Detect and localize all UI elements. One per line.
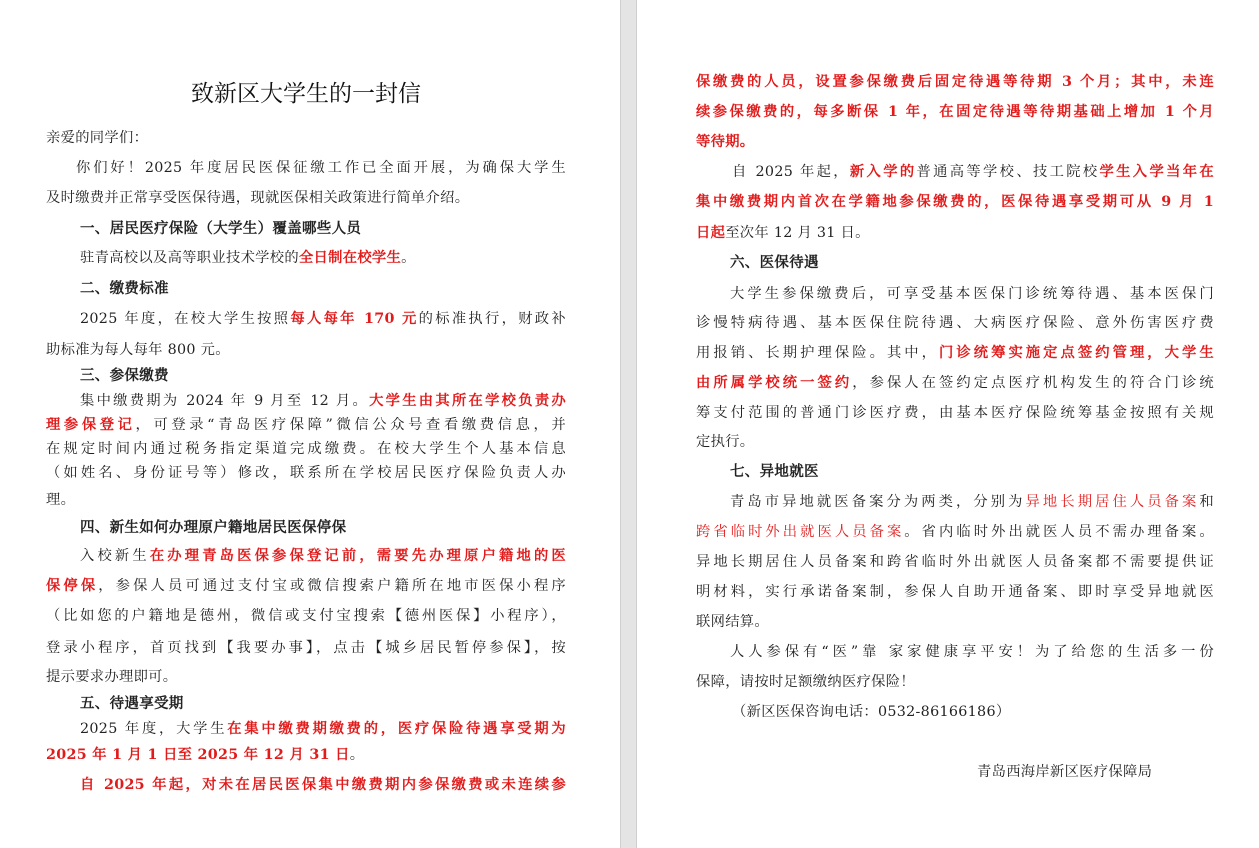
section-heading-3: 三、参保缴费 — [80, 368, 169, 384]
intro-line: 你们好！2025 年度居民医保征缴工作已全面开展，为确保大学生 — [76, 160, 566, 176]
section-heading-1: 一、居民医疗保险（大学生）覆盖哪些人员 — [80, 221, 362, 237]
section-7-line: 异地长期居住人员备案和跨省临时外出就医人员备案都不需要提供证 — [696, 554, 1214, 570]
section-7-line: 联网结算。 — [696, 614, 769, 630]
section-2-line: 助标准为每人每年 800 元。 — [46, 342, 230, 358]
section-4-line: （比如您的户籍地是德州，微信或支付宝搜索【德州医保】小程序）， — [46, 608, 566, 624]
section-6-line: 筹支付范围的普通门诊医疗费，由基本医疗保险统筹基金按照有关规 — [696, 405, 1214, 421]
section-5-line: 保缴费的人员，设置参保缴费后固定待遇等待期 3 个月；其中，未连 — [696, 74, 1214, 90]
closing-line: 保障，请按时足额缴纳医疗保险！ — [696, 674, 915, 690]
section-4-line: 登录小程序，首页找到【我要办事】，点击【城乡居民暂停参保】，按 — [46, 640, 566, 656]
section-3-line: 集中缴费期为 2024 年 9 月至 12 月。大学生由其所在学校负责办 — [80, 393, 566, 409]
section-5-line: 等待期。 — [696, 134, 755, 150]
section-4-line: 保停保，参保人员可通过支付宝或微信搜索户籍所在地市医保小程序 — [46, 578, 566, 594]
letter-title: 致新区大学生的一封信 — [191, 81, 421, 107]
section-3-line: 在规定时间内通过税务指定渠道完成缴费。在校大学生个人基本信息 — [46, 441, 566, 457]
signature: 青岛西海岸新区医疗保障局 — [977, 764, 1153, 780]
document-page-right — [637, 0, 1259, 848]
section-3-line: 理。 — [46, 492, 76, 508]
section-2-line: 2025 年度，在校大学生按照每人每年 170 元的标准执行，财政补 — [80, 311, 566, 327]
section-6-line: 大学生参保缴费后，可享受基本医保门诊统筹待遇、基本医保门 — [730, 286, 1214, 302]
section-heading-2: 二、缴费标准 — [80, 281, 169, 297]
section-3-line: 理参保登记，可登录“青岛医疗保障”微信公众号查看缴费信息，并 — [46, 417, 566, 433]
section-7-line: 青岛市异地就医备案分为两类，分别为异地长期居住人员备案和 — [730, 494, 1215, 510]
section-7-line: 明材料，实行承诺备案制，参保人自助开通备案、即时享受异地就医 — [696, 584, 1214, 600]
section-heading-4: 四、新生如何办理原户籍地居民医保停保 — [80, 520, 347, 536]
section-5-line: 日起至次年 12 月 31 日。 — [696, 225, 870, 241]
section-4-line: 提示要求办理即可。 — [46, 669, 178, 685]
section-5-line: 集中缴费期内首次在学籍地参保缴费的，医保待遇享受期可从 9 月 1 — [696, 194, 1214, 210]
section-7-line: 跨省临时外出就医人员备案。省内临时外出就医人员不需办理备案。 — [696, 524, 1214, 540]
section-5-line: 2025 年 1 月 1 日至 2025 年 12 月 31 日。 — [46, 747, 365, 763]
consult-phone: （新区医保咨询电话：0532-86166186） — [732, 704, 1011, 720]
closing-line: 人人参保有“医”靠 家家健康享平安！为了给您的生活多一份 — [730, 644, 1214, 660]
section-4-line: 入校新生在办理青岛医保参保登记前，需要先办理原户籍地的医 — [80, 548, 566, 564]
section-5-line: 自 2025 年起，对未在居民医保集中缴费期内参保缴费或未连续参 — [80, 777, 566, 793]
section-heading-7: 七、异地就医 — [730, 464, 819, 480]
section-5-line: 续参保缴费的，每多断保 1 年，在固定待遇等待期基础上增加 1 个月 — [696, 104, 1214, 120]
section-6-line: 由所属学校统一签约，参保人在签约定点医疗机构发生的符合门诊统 — [696, 375, 1214, 391]
section-6-line: 诊慢特病待遇、基本医保住院待遇、大病医疗保险、意外伤害医疗费 — [696, 315, 1214, 331]
page-gutter — [620, 0, 637, 848]
section-5-line: 自 2025 年起，新入学的普通高等学校、技工院校学生入学当年在 — [732, 164, 1214, 180]
section-6-line: 用报销、长期护理保险。其中，门诊统筹实施定点签约管理，大学生 — [696, 345, 1214, 361]
section-3-line: （如姓名、身份证号等）修改，联系所在学校居民医疗保险负责人办 — [46, 465, 566, 481]
section-heading-5: 五、待遇享受期 — [80, 696, 184, 712]
document-page-left — [0, 0, 620, 848]
section-1-text: 驻青高校以及高等职业技术学校的全日制在校学生。 — [80, 250, 416, 266]
section-5-line: 2025 年度，大学生在集中缴费期缴费的，医疗保险待遇享受期为 — [80, 721, 567, 737]
intro-line: 及时缴费并正常享受医保待遇，现就医保相关政策进行简单介绍。 — [46, 190, 470, 206]
greeting: 亲爱的同学们： — [46, 130, 149, 146]
section-6-line: 定执行。 — [696, 434, 755, 450]
section-heading-6: 六、医保待遇 — [730, 255, 819, 271]
